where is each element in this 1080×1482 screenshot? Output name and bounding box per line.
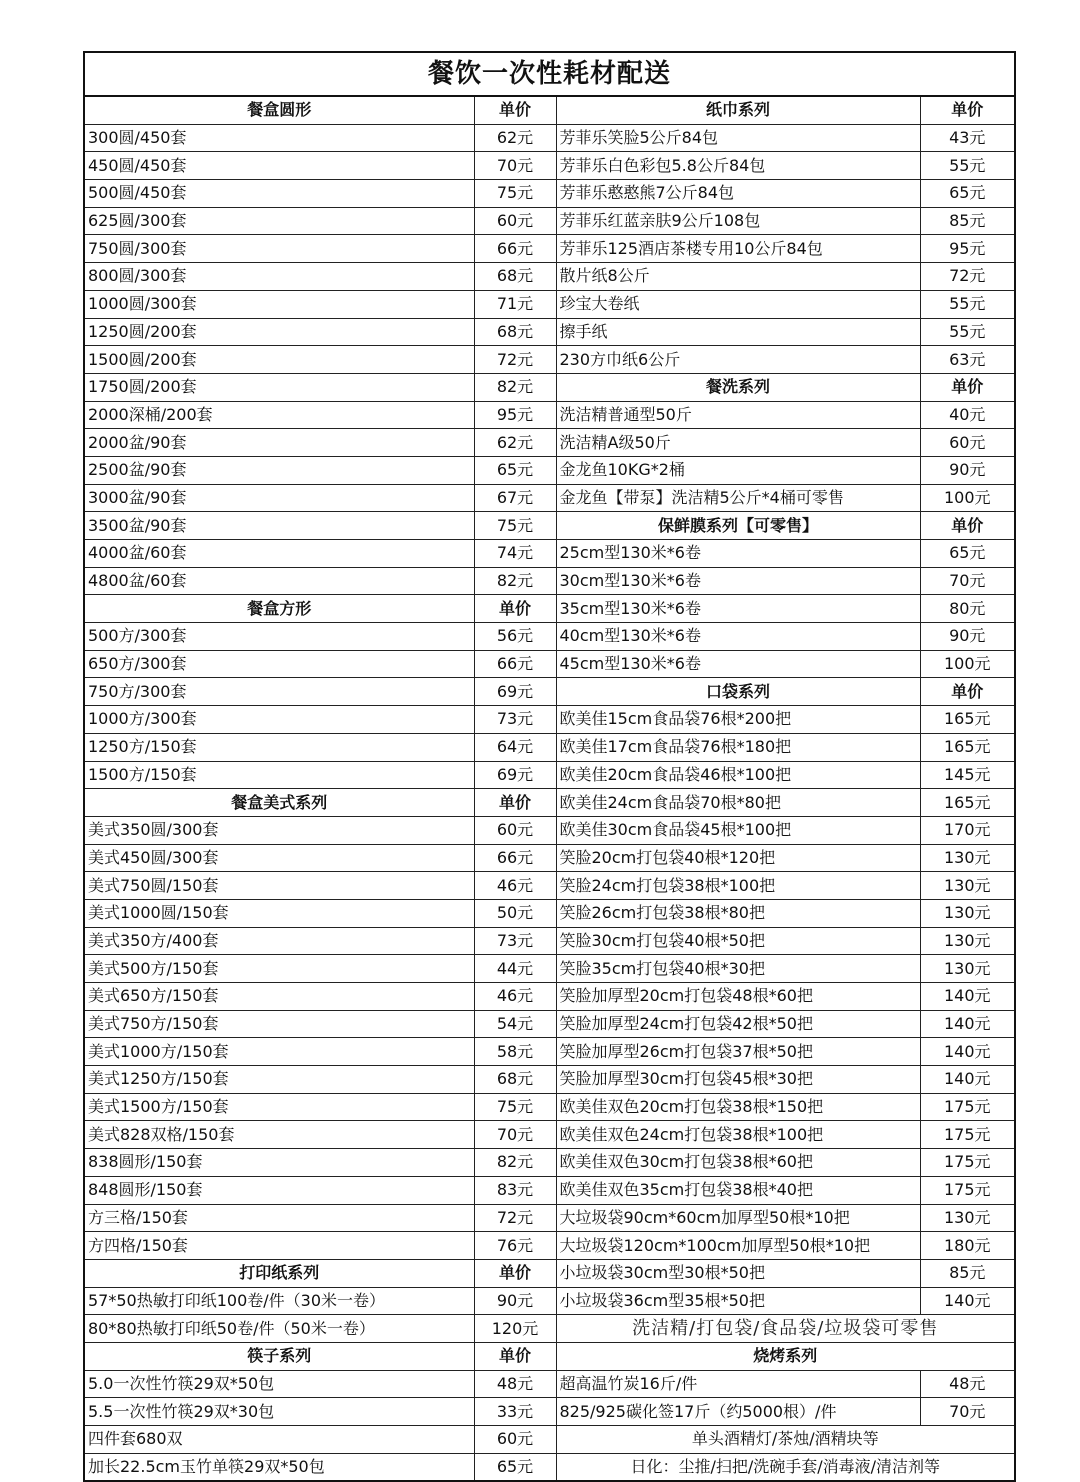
item-name-cell: 美式828双格/150套 — [85, 1121, 474, 1149]
table-row — [85, 844, 1014, 872]
table-row — [85, 1370, 1014, 1398]
section-header-cell: 保鲜膜系列【可零售】 — [556, 512, 920, 540]
price-cell: 100元 — [920, 484, 1014, 512]
price-cell: 44元 — [474, 955, 556, 983]
price-cell: 70元 — [920, 1398, 1014, 1426]
section-header-cell: 单价 — [474, 97, 556, 124]
table-row — [85, 595, 1014, 623]
price-cell: 70元 — [474, 152, 556, 180]
table-row — [85, 706, 1014, 734]
price-cell: 130元 — [920, 872, 1014, 900]
price-cell: 90元 — [474, 1287, 556, 1315]
price-cell: 74元 — [474, 540, 556, 568]
table-row — [85, 872, 1014, 900]
price-cell: 46元 — [474, 983, 556, 1011]
price-cell: 76元 — [474, 1232, 556, 1260]
table-row — [85, 152, 1014, 180]
item-name-cell: 大垃圾袋120cm*100cm加厚型50根*10把 — [556, 1232, 920, 1260]
item-name-cell: 450圆/450套 — [85, 152, 474, 180]
table-row — [85, 1453, 1014, 1480]
price-cell: 65元 — [474, 1453, 556, 1480]
price-cell: 175元 — [920, 1149, 1014, 1177]
retail-note-cell: 洗洁精/打包袋/食品袋/垃圾袋可零售 — [556, 1315, 1014, 1343]
item-name-cell: 4800盆/60套 — [85, 567, 474, 595]
price-cell: 68元 — [474, 1066, 556, 1094]
table-row — [85, 1204, 1014, 1232]
section-header-cell: 烧烤系列 — [556, 1342, 1014, 1370]
price-cell: 62元 — [474, 429, 556, 457]
item-name-cell: 笑脸加厚型24cm打包袋42根*50把 — [556, 1010, 920, 1038]
price-cell: 69元 — [474, 678, 556, 706]
table-row — [85, 678, 1014, 706]
table-row — [85, 816, 1014, 844]
price-cell: 73元 — [474, 927, 556, 955]
item-name-cell: 美式1250方/150套 — [85, 1066, 474, 1094]
section-header-cell: 单价 — [920, 97, 1014, 124]
item-name-cell: 珍宝大卷纸 — [556, 290, 920, 318]
item-name-cell: 30cm型130米*6卷 — [556, 567, 920, 595]
price-cell: 72元 — [920, 263, 1014, 291]
price-cell: 165元 — [920, 733, 1014, 761]
item-name-cell: 美式500方/150套 — [85, 955, 474, 983]
item-name-cell: 美式750方/150套 — [85, 1010, 474, 1038]
price-cell: 64元 — [474, 733, 556, 761]
table-row — [85, 1259, 1014, 1287]
price-cell: 82元 — [474, 1149, 556, 1177]
item-name-cell: 230方巾纸6公斤 — [556, 346, 920, 374]
item-name-cell: 25cm型130米*6卷 — [556, 540, 920, 568]
table-row — [85, 1038, 1014, 1066]
item-name-cell: 欧美佳17cm食品袋76根*180把 — [556, 733, 920, 761]
price-cell: 56元 — [474, 623, 556, 651]
sheet-title: 餐饮一次性耗材配送 — [85, 53, 1014, 97]
section-header-cell: 打印纸系列 — [85, 1259, 474, 1287]
price-cell: 130元 — [920, 927, 1014, 955]
item-name-cell: 1250圆/200套 — [85, 318, 474, 346]
table-row — [85, 927, 1014, 955]
table-row — [85, 263, 1014, 291]
item-name-cell: 500圆/450套 — [85, 180, 474, 208]
table-row — [85, 1149, 1014, 1177]
table-row — [85, 1010, 1014, 1038]
section-header-cell: 单价 — [920, 373, 1014, 401]
item-name-cell: 方四格/150套 — [85, 1232, 474, 1260]
item-name-cell: 方三格/150套 — [85, 1204, 474, 1232]
price-cell: 165元 — [920, 706, 1014, 734]
section-header-cell: 餐盒圆形 — [85, 97, 474, 124]
price-table — [85, 97, 1014, 1480]
item-name-cell: 美式1000方/150套 — [85, 1038, 474, 1066]
item-name-cell: 笑脸加厚型20cm打包袋48根*60把 — [556, 983, 920, 1011]
price-cell: 69元 — [474, 761, 556, 789]
table-row — [85, 1287, 1014, 1315]
section-header-cell: 餐洗系列 — [556, 373, 920, 401]
item-name-cell: 5.0一次性竹筷29双*50包 — [85, 1370, 474, 1398]
item-name-cell: 欧美佳20cm食品袋46根*100把 — [556, 761, 920, 789]
item-name-cell: 美式1000圆/150套 — [85, 899, 474, 927]
price-cell: 120元 — [474, 1315, 556, 1343]
item-name-cell: 美式1500方/150套 — [85, 1093, 474, 1121]
section-header-cell: 纸巾系列 — [556, 97, 920, 124]
item-name-cell: 欧美佳双色20cm打包袋38根*150把 — [556, 1093, 920, 1121]
item-name-cell: 四件套680双 — [85, 1426, 474, 1454]
price-cell: 70元 — [920, 567, 1014, 595]
table-row — [85, 899, 1014, 927]
item-name-cell: 洗洁精A级50斤 — [556, 429, 920, 457]
item-name-cell: 笑脸35cm打包袋40根*30把 — [556, 955, 920, 983]
item-name-cell: 800圆/300套 — [85, 263, 474, 291]
table-row — [85, 207, 1014, 235]
price-cell: 175元 — [920, 1093, 1014, 1121]
price-cell: 60元 — [474, 207, 556, 235]
item-name-cell: 美式750圆/150套 — [85, 872, 474, 900]
item-name-cell: 3500盆/90套 — [85, 512, 474, 540]
item-name-cell: 超高温竹炭16斤/件 — [556, 1370, 920, 1398]
price-cell: 85元 — [920, 1259, 1014, 1287]
table-row — [85, 1342, 1014, 1370]
item-name-cell: 小垃圾袋36cm型35根*50把 — [556, 1287, 920, 1315]
item-name-cell: 美式450圆/300套 — [85, 844, 474, 872]
item-name-cell: 838圆形/150套 — [85, 1149, 474, 1177]
price-cell: 90元 — [920, 623, 1014, 651]
table-row — [85, 955, 1014, 983]
item-name-cell: 欧美佳双色35cm打包袋38根*40把 — [556, 1176, 920, 1204]
item-name-cell: 625圆/300套 — [85, 207, 474, 235]
table-row — [85, 429, 1014, 457]
item-name-cell: 825/925碳化签17斤（约5000根）/件 — [556, 1398, 920, 1426]
item-name-cell: 1500圆/200套 — [85, 346, 474, 374]
merged-item-cell: 单头酒精灯/茶烛/酒精块等 — [556, 1426, 1014, 1454]
table-row — [85, 983, 1014, 1011]
merged-item-cell: 日化：尘推/扫把/洗碗手套/消毒液/清洁剂等 — [556, 1453, 1014, 1480]
price-cell: 82元 — [474, 373, 556, 401]
price-cell: 65元 — [474, 456, 556, 484]
item-name-cell: 欧美佳30cm食品袋45根*100把 — [556, 816, 920, 844]
price-cell: 70元 — [474, 1121, 556, 1149]
price-cell: 95元 — [474, 401, 556, 429]
table-row — [85, 1315, 1014, 1343]
price-cell: 140元 — [920, 983, 1014, 1011]
price-cell: 55元 — [920, 152, 1014, 180]
price-cell: 71元 — [474, 290, 556, 318]
price-cell: 66元 — [474, 235, 556, 263]
table-row — [85, 540, 1014, 568]
table-row — [85, 373, 1014, 401]
item-name-cell: 笑脸24cm打包袋38根*100把 — [556, 872, 920, 900]
item-name-cell: 笑脸20cm打包袋40根*120把 — [556, 844, 920, 872]
price-cell: 130元 — [920, 955, 1014, 983]
table-row — [85, 1093, 1014, 1121]
item-name-cell: 750方/300套 — [85, 678, 474, 706]
price-cell: 66元 — [474, 844, 556, 872]
item-name-cell: 650方/300套 — [85, 650, 474, 678]
price-cell: 140元 — [920, 1038, 1014, 1066]
item-name-cell: 5.5一次性竹筷29双*30包 — [85, 1398, 474, 1426]
item-name-cell: 848圆形/150套 — [85, 1176, 474, 1204]
item-name-cell: 金龙鱼10KG*2桶 — [556, 456, 920, 484]
price-cell: 100元 — [920, 650, 1014, 678]
item-name-cell: 加长22.5cm玉竹单筷29双*50包 — [85, 1453, 474, 1480]
table-row — [85, 1426, 1014, 1454]
price-cell: 63元 — [920, 346, 1014, 374]
price-cell: 140元 — [920, 1287, 1014, 1315]
table-row — [85, 1176, 1014, 1204]
price-cell: 130元 — [920, 1204, 1014, 1232]
item-name-cell: 750圆/300套 — [85, 235, 474, 263]
table-row — [85, 512, 1014, 540]
price-cell: 73元 — [474, 706, 556, 734]
section-header-cell: 口袋系列 — [556, 678, 920, 706]
item-name-cell: 300圆/450套 — [85, 124, 474, 152]
price-cell: 175元 — [920, 1121, 1014, 1149]
price-sheet — [83, 51, 1016, 1482]
price-cell: 55元 — [920, 290, 1014, 318]
item-name-cell: 2000盆/90套 — [85, 429, 474, 457]
price-cell: 55元 — [920, 318, 1014, 346]
item-name-cell: 500方/300套 — [85, 623, 474, 651]
item-name-cell: 笑脸30cm打包袋40根*50把 — [556, 927, 920, 955]
section-header-cell: 单价 — [474, 789, 556, 817]
item-name-cell: 1500方/150套 — [85, 761, 474, 789]
item-name-cell: 芳菲乐笑脸5公斤84包 — [556, 124, 920, 152]
table-row — [85, 1398, 1014, 1426]
table-row — [85, 290, 1014, 318]
price-cell: 180元 — [920, 1232, 1014, 1260]
table-row — [85, 401, 1014, 429]
price-cell: 43元 — [920, 124, 1014, 152]
item-name-cell: 洗洁精普通型50斤 — [556, 401, 920, 429]
price-cell: 75元 — [474, 180, 556, 208]
table-row — [85, 97, 1014, 124]
item-name-cell: 欧美佳双色24cm打包袋38根*100把 — [556, 1121, 920, 1149]
item-name-cell: 芳菲乐憨憨熊7公斤84包 — [556, 180, 920, 208]
price-cell: 66元 — [474, 650, 556, 678]
price-cell: 140元 — [920, 1066, 1014, 1094]
table-row — [85, 235, 1014, 263]
item-name-cell: 1000圆/300套 — [85, 290, 474, 318]
price-cell: 130元 — [920, 844, 1014, 872]
item-name-cell: 4000盆/60套 — [85, 540, 474, 568]
price-cell: 67元 — [474, 484, 556, 512]
table-row — [85, 1232, 1014, 1260]
price-cell: 50元 — [474, 899, 556, 927]
price-cell: 165元 — [920, 789, 1014, 817]
price-cell: 60元 — [474, 816, 556, 844]
section-header-cell: 单价 — [474, 1342, 556, 1370]
item-name-cell: 美式350方/400套 — [85, 927, 474, 955]
price-cell: 85元 — [920, 207, 1014, 235]
item-name-cell: 大垃圾袋90cm*60cm加厚型50根*10把 — [556, 1204, 920, 1232]
price-cell: 90元 — [920, 456, 1014, 484]
table-row — [85, 733, 1014, 761]
item-name-cell: 欧美佳24cm食品袋70根*80把 — [556, 789, 920, 817]
price-cell: 140元 — [920, 1010, 1014, 1038]
item-name-cell: 1750圆/200套 — [85, 373, 474, 401]
price-cell: 68元 — [474, 263, 556, 291]
price-cell: 60元 — [474, 1426, 556, 1454]
price-cell: 80元 — [920, 595, 1014, 623]
table-row — [85, 650, 1014, 678]
table-row — [85, 1066, 1014, 1094]
price-cell: 72元 — [474, 346, 556, 374]
item-name-cell: 散片纸8公斤 — [556, 263, 920, 291]
price-cell: 82元 — [474, 567, 556, 595]
price-cell: 58元 — [474, 1038, 556, 1066]
item-name-cell: 美式650方/150套 — [85, 983, 474, 1011]
item-name-cell: 欧美佳15cm食品袋76根*200把 — [556, 706, 920, 734]
item-name-cell: 40cm型130米*6卷 — [556, 623, 920, 651]
item-name-cell: 笑脸加厚型26cm打包袋37根*50把 — [556, 1038, 920, 1066]
table-row — [85, 346, 1014, 374]
price-cell: 60元 — [920, 429, 1014, 457]
section-header-cell: 餐盒美式系列 — [85, 789, 474, 817]
section-header-cell: 单价 — [920, 512, 1014, 540]
item-name-cell: 小垃圾袋30cm型30根*50把 — [556, 1259, 920, 1287]
table-row — [85, 456, 1014, 484]
item-name-cell: 2500盆/90套 — [85, 456, 474, 484]
item-name-cell: 芳菲乐125酒店茶楼专用10公斤84包 — [556, 235, 920, 263]
price-cell: 145元 — [920, 761, 1014, 789]
price-cell: 48元 — [920, 1370, 1014, 1398]
item-name-cell: 美式350圆/300套 — [85, 816, 474, 844]
item-name-cell: 芳菲乐红蓝亲肤9公斤108包 — [556, 207, 920, 235]
table-row — [85, 623, 1014, 651]
table-row — [85, 789, 1014, 817]
price-cell: 175元 — [920, 1176, 1014, 1204]
price-cell: 75元 — [474, 1093, 556, 1121]
price-cell: 65元 — [920, 180, 1014, 208]
item-name-cell: 擦手纸 — [556, 318, 920, 346]
price-cell: 65元 — [920, 540, 1014, 568]
section-header-cell: 筷子系列 — [85, 1342, 474, 1370]
price-cell: 75元 — [474, 512, 556, 540]
price-cell: 130元 — [920, 899, 1014, 927]
price-cell: 62元 — [474, 124, 556, 152]
price-cell: 83元 — [474, 1176, 556, 1204]
item-name-cell: 欧美佳双色30cm打包袋38根*60把 — [556, 1149, 920, 1177]
section-header-cell: 单价 — [920, 678, 1014, 706]
section-header-cell: 单价 — [474, 1259, 556, 1287]
item-name-cell: 芳菲乐白色彩包5.8公斤84包 — [556, 152, 920, 180]
item-name-cell: 35cm型130米*6卷 — [556, 595, 920, 623]
price-cell: 68元 — [474, 318, 556, 346]
section-header-cell: 餐盒方形 — [85, 595, 474, 623]
item-name-cell: 笑脸26cm打包袋38根*80把 — [556, 899, 920, 927]
table-row — [85, 1121, 1014, 1149]
table-row — [85, 318, 1014, 346]
item-name-cell: 2000深桶/200套 — [85, 401, 474, 429]
item-name-cell: 金龙鱼【带泵】洗洁精5公斤*4桶可零售 — [556, 484, 920, 512]
price-cell: 46元 — [474, 872, 556, 900]
price-cell: 40元 — [920, 401, 1014, 429]
price-cell: 48元 — [474, 1370, 556, 1398]
table-row — [85, 567, 1014, 595]
item-name-cell: 45cm型130米*6卷 — [556, 650, 920, 678]
price-cell: 95元 — [920, 235, 1014, 263]
price-cell: 33元 — [474, 1398, 556, 1426]
table-row — [85, 484, 1014, 512]
table-row — [85, 180, 1014, 208]
item-name-cell: 57*50热敏打印纸100卷/件（30米一卷） — [85, 1287, 474, 1315]
table-row — [85, 124, 1014, 152]
item-name-cell: 1000方/300套 — [85, 706, 474, 734]
section-header-cell: 单价 — [474, 595, 556, 623]
price-cell: 54元 — [474, 1010, 556, 1038]
price-cell: 72元 — [474, 1204, 556, 1232]
item-name-cell: 1250方/150套 — [85, 733, 474, 761]
item-name-cell: 3000盆/90套 — [85, 484, 474, 512]
price-cell: 170元 — [920, 816, 1014, 844]
table-row — [85, 761, 1014, 789]
item-name-cell: 80*80热敏打印纸50卷/件（50米一卷） — [85, 1315, 474, 1343]
item-name-cell: 笑脸加厚型30cm打包袋45根*30把 — [556, 1066, 920, 1094]
